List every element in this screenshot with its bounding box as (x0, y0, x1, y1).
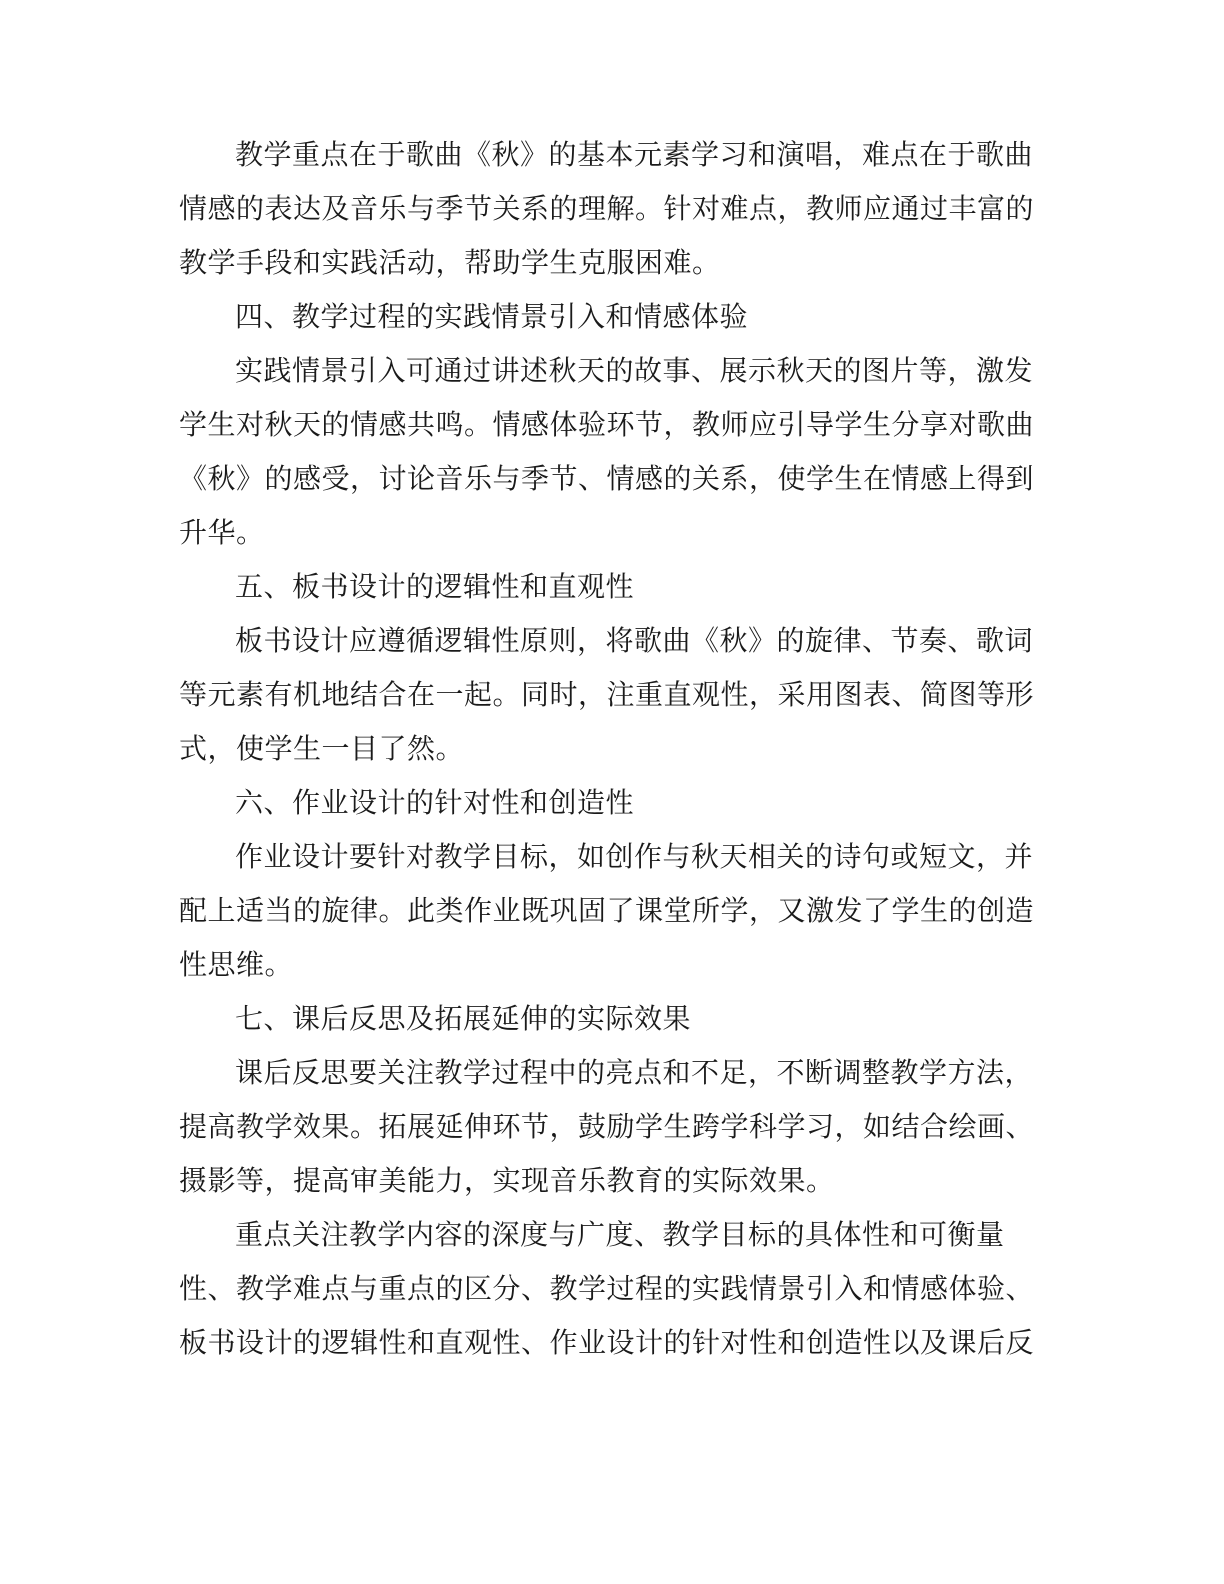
text-line: 提高教学效果。拓展延伸环节，鼓励学生跨学科学习，如结合绘画、 (179, 1110, 1035, 1143)
section-heading-four (179, 290, 1015, 344)
paragraph-blackboard-design (179, 614, 1035, 776)
section-heading-six (179, 776, 1015, 830)
text-line: 教学手段和实践活动，帮助学生克服困难。 (179, 246, 721, 279)
text-line: 配上适当的旋律。此类作业既巩固了课堂所学，又激发了学生的创造 (179, 894, 1035, 927)
text-line: 等元素有机地结合在一起。同时，注重直观性，采用图表、简图等形 (179, 678, 1035, 711)
paragraph-reflection (179, 1046, 1035, 1208)
text-line: 性、教学难点与重点的区分、教学过程的实践情景引入和情感体验、 (179, 1272, 1035, 1305)
text-line: 教学重点在于歌曲《秋》的基本元素学习和演唱，难点在于歌曲 (235, 138, 1034, 171)
paragraph-summary-focus (179, 1208, 1035, 1370)
text-line: 《秋》的感受，讨论音乐与季节、情感的关系，使学生在情感上得到 (179, 462, 1035, 495)
text-line: 课后反思要关注教学过程中的亮点和不足，不断调整教学方法， (235, 1056, 1034, 1089)
paragraph-key-difficult-points (179, 128, 1035, 290)
heading-line: 五、板书设计的逻辑性和直观性 (235, 570, 635, 603)
text-line: 作业设计要针对教学目标，如创作与秋天相关的诗句或短文，并 (235, 840, 1034, 873)
heading-line: 七、课后反思及拓展延伸的实际效果 (235, 1002, 692, 1035)
text-line: 实践情景引入可通过讲述秋天的故事、展示秋天的图片等，激发 (235, 354, 1034, 387)
section-heading-seven (179, 992, 1015, 1046)
text-line: 情感的表达及音乐与季节关系的理解。针对难点，教师应通过丰富的 (179, 192, 1035, 225)
text-line: 板书设计的逻辑性和直观性、作业设计的针对性和创造性以及课后反 (179, 1326, 1035, 1359)
document-page (179, 128, 1035, 1370)
heading-line: 六、作业设计的针对性和创造性 (235, 786, 635, 819)
section-heading-five (179, 560, 1015, 614)
text-line: 升华。 (179, 516, 265, 549)
paragraph-homework-design (179, 830, 1035, 992)
text-line: 重点关注教学内容的深度与广度、教学目标的具体性和可衡量 (235, 1218, 1005, 1251)
text-line: 摄影等，提高审美能力，实现音乐教育的实际效果。 (179, 1164, 835, 1197)
text-line: 学生对秋天的情感共鸣。情感体验环节，教师应引导学生分享对歌曲 (179, 408, 1035, 441)
text-line: 板书设计应遵循逻辑性原则，将歌曲《秋》的旋律、节奏、歌词 (235, 624, 1034, 657)
text-line: 性思维。 (179, 948, 294, 981)
paragraph-situational-introduction (179, 344, 1035, 560)
text-line: 式，使学生一目了然。 (179, 732, 465, 765)
heading-line: 四、教学过程的实践情景引入和情感体验 (235, 300, 749, 333)
